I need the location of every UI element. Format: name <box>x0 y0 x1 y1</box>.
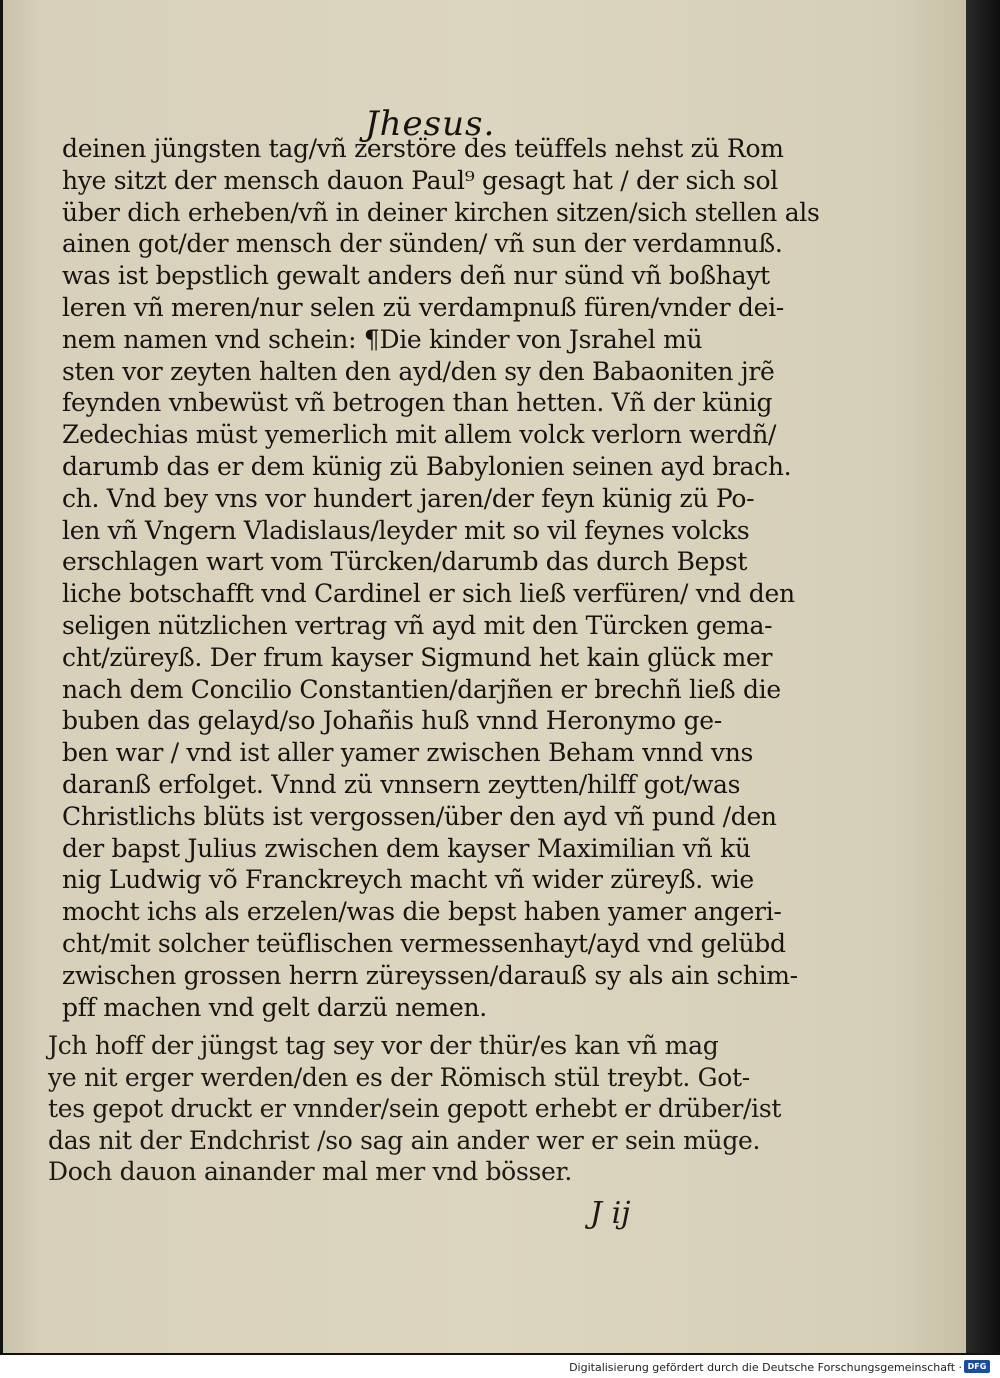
text-line: cht/züreyß. Der frum kayser Sigmund het kain glück mer <box>62 642 773 672</box>
footer-credit: Digitalisierung gefördert durch die Deutsche Forschungsgemeinschaft · <box>569 1361 962 1374</box>
closing-text-line: tes gepot druckt er vnnder/sein gepott erhebt er drüber/ist <box>48 1094 782 1123</box>
text-line: über dich erheben/vñ in deiner kirchen sitzen/sich stellen als <box>62 197 820 227</box>
text-line: nig Ludwig võ Franckreych macht vñ wider züreyß. wie <box>62 865 754 895</box>
closing-text-line: ye nit erger werden/den es der Römisch stül treybt. Got- <box>48 1062 750 1092</box>
text-line: der bapst Julius zwischen dem kayser Maximilian vñ kü <box>62 833 751 863</box>
text-line: nach dem Concilio Constantien/darjñen er brechñ ließ die <box>62 674 781 704</box>
dfg-logo-icon: DFG <box>964 1360 990 1373</box>
main-text-block <box>62 133 820 1023</box>
closing-text-line: Doch dauon ainander mal mer vnd bösser. <box>48 1157 573 1186</box>
closing-text-line: Jch hoff der jüngst tag sey vor der thür/es kan vñ mag <box>48 1031 719 1060</box>
text-line: feynden vnbewüst vñ betrogen than hetten. Vñ der künig <box>62 388 773 418</box>
text-line: len vñ Vngern Vladislaus/leyder mit so vil feynes volcks <box>62 515 750 545</box>
text-line: darumb das er dem künig zü Babylonien seinen ayd brach. <box>62 451 792 481</box>
text-line: mocht ichs als erzelen/was die bepst haben yamer angeri- <box>62 897 782 927</box>
page-edge-shadow <box>966 0 1000 1353</box>
text-line: sten vor zeyten halten den ayd/den sy den Babaoniten jrẽ <box>62 356 775 386</box>
text-line: seligen nützlichen vertrag vñ ayd mit den Türcken gema- <box>62 610 773 640</box>
text-line: leren vñ meren/nur selen zü verdampnuß füren/vnder dei- <box>62 292 784 322</box>
text-line: cht/mit solcher teüflischen vermessenhayt/ayd vnd gelübd <box>62 928 786 958</box>
text-line: zwischen grossen herrn züreyssen/darauß sy als ain schim- <box>62 960 798 990</box>
text-line: ben war / vnd ist aller yamer zwischen Beham vnnd vns <box>62 738 754 768</box>
text-line: erschlagen wart vom Türcken/darumb das durch Bepst <box>62 547 748 577</box>
text-line: ainen got/der mensch der sünden/ vñ sun der verdamnuß. <box>62 229 783 259</box>
text-line: Zedechias müst yemerlich mit allem volck verlorn werdñ/ <box>62 420 777 450</box>
running-head: Jhesus. <box>365 104 496 144</box>
text-line: deinen jüngsten tag/vñ zerstöre des teüffels nehst zü Rom <box>62 134 784 163</box>
text-line: liche botschafft vnd Cardinel er sich ließ verfüren/ vnd den <box>62 579 795 609</box>
text-line: daranß erfolget. Vnnd zü vnnsern zeytten/hilff got/was <box>62 769 741 799</box>
text-line: pff machen vnd gelt darzü nemen. <box>62 992 487 1022</box>
text-line: was ist bepstlich gewalt anders deñ nur sünd vñ boßhayt <box>62 261 770 291</box>
closing-paragraph <box>48 1030 782 1188</box>
text-line: hye sitzt der mensch dauon Paul⁹ gesagt hat / der sich sol <box>62 165 778 195</box>
text-line: ch. Vnd bey vns vor hundert jaren/der feyn künig zü Po- <box>62 483 755 513</box>
signature-mark: J ij <box>590 1196 631 1231</box>
closing-text-line: das nit der Endchrist /so sag ain ander wer er sein müge. <box>48 1125 761 1155</box>
text-line: buben das gelayd/so Johañis huß vnnd Heronymo ge- <box>62 706 722 736</box>
text-line: nem namen vnd schein: ¶Die kinder von Jsrahel mü <box>62 324 703 354</box>
text-line: Christlichs blüts ist vergossen/über den ayd vñ pund /den <box>62 801 777 831</box>
